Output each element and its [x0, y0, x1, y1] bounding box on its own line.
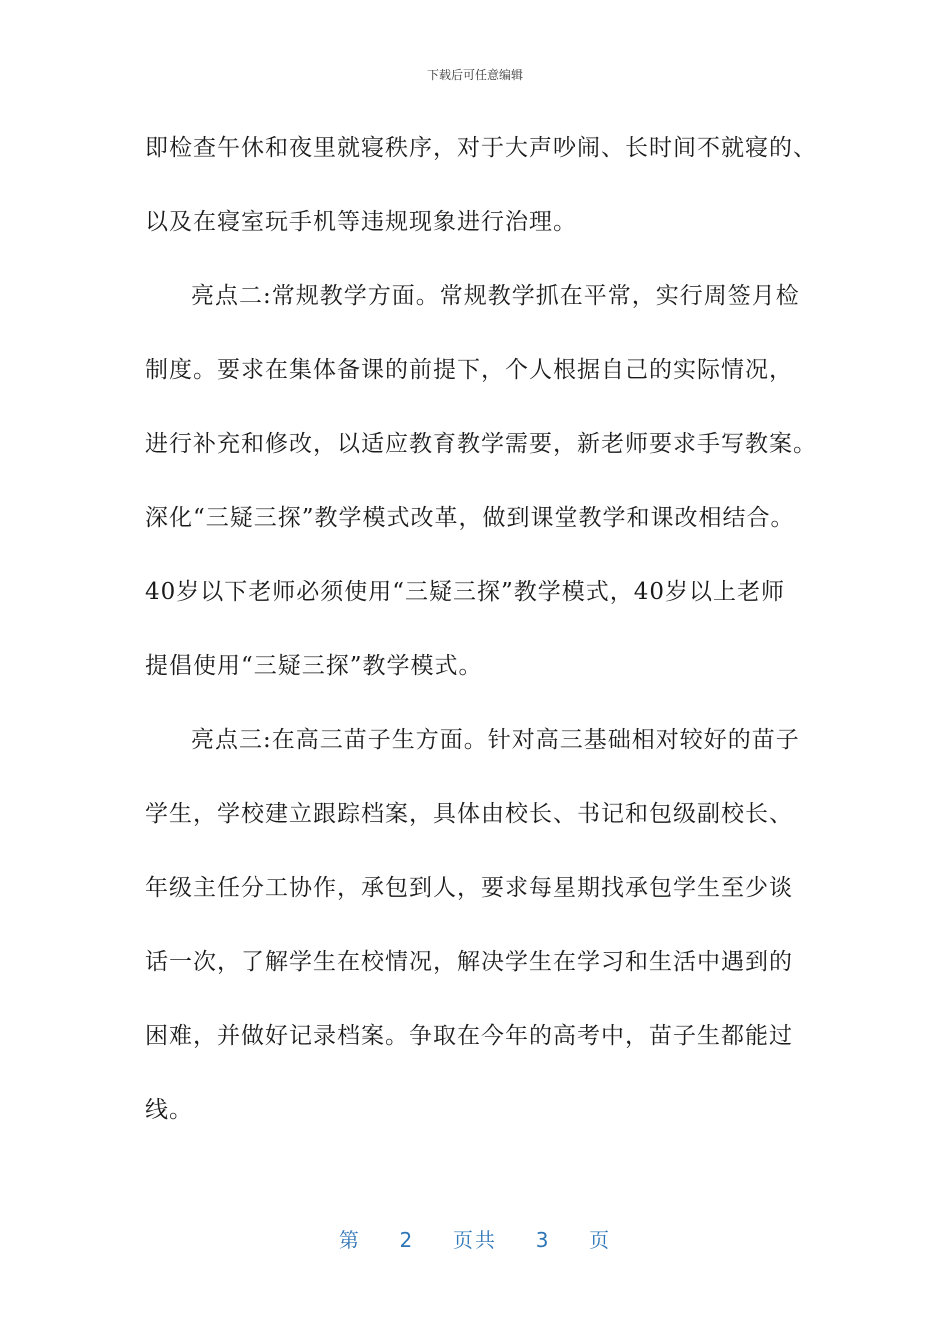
text-line: 亮点二:常规教学方面。常规教学抓在平常，实行周签月检	[191, 283, 800, 309]
text-line: 即检查午休和夜里就寝秩序，对于大声吵闹、长时间不就寝的、	[145, 135, 817, 161]
footer-suffix: 页	[589, 1228, 612, 1252]
text-line: 40岁以下老师必须使用“三疑三探”教学模式，40岁以上老师	[145, 579, 786, 605]
text-line: 困难，并做好记录档案。争取在今年的高考中，苗子生都能过	[145, 1023, 793, 1049]
page-footer	[0, 1224, 950, 1253]
paragraph-1	[145, 111, 825, 259]
footer-middle: 页共	[453, 1228, 497, 1252]
text-line: 以及在寝室玩手机等违规现象进行治理。	[145, 209, 577, 235]
footer-current-page: 2	[399, 1228, 415, 1252]
text-line: 学生，学校建立跟踪档案，具体由校长、书记和包级副校长、	[145, 801, 793, 827]
text-line: 进行补充和修改，以适应教育教学需要，新老师要求手写教案。	[145, 431, 817, 457]
text-line: 话一次，了解学生在校情况，解决学生在学习和生活中遇到的	[145, 949, 793, 975]
header-note: 下载后可任意编辑	[426, 68, 523, 82]
text-line: 亮点三:在高三苗子生方面。针对高三基础相对较好的苗子	[191, 727, 800, 753]
paragraph-2	[145, 259, 825, 703]
text-line: 制度。要求在集体备课的前提下，个人根据自己的实际情况，	[145, 357, 793, 383]
text-line: 线。	[145, 1097, 193, 1123]
footer-prefix: 第	[338, 1228, 361, 1252]
text-line: 深化“三疑三探”教学模式改革，做到课堂教学和课改相结合。	[145, 505, 795, 531]
footer-total-pages: 3	[535, 1228, 551, 1252]
text-line: 年级主任分工协作，承包到人，要求每星期找承包学生至少谈	[145, 875, 793, 901]
paragraph-3	[145, 703, 825, 1147]
text-line: 提倡使用“三疑三探”教学模式。	[145, 653, 483, 679]
